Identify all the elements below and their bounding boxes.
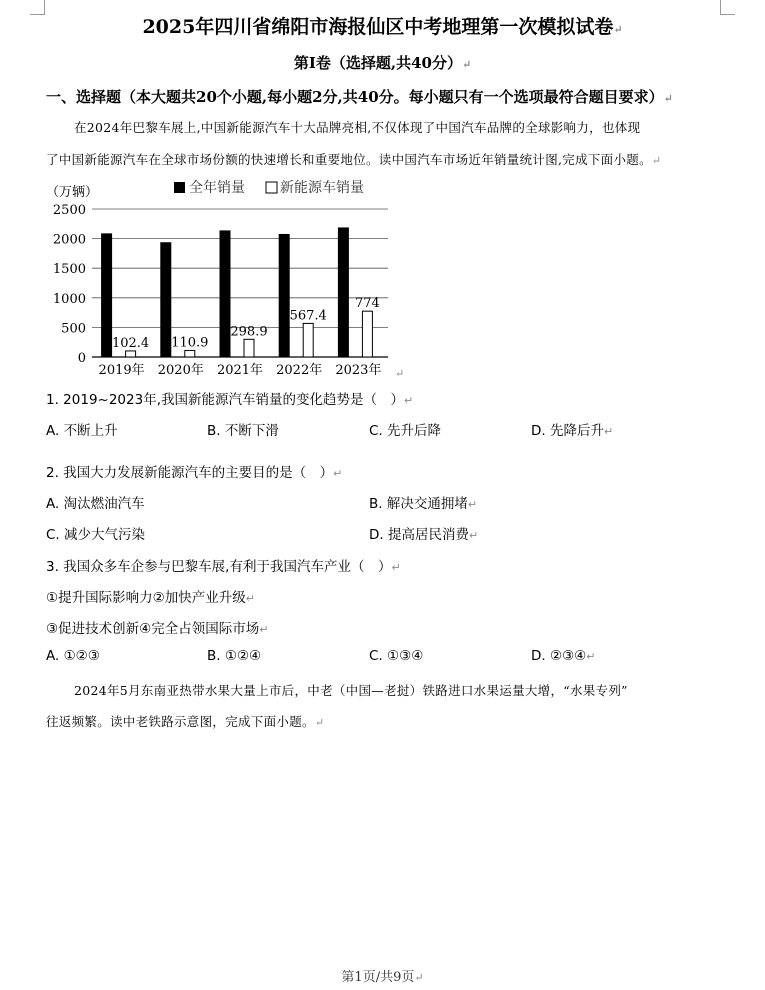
bar-nev-sales (126, 351, 136, 357)
question-1-stem: 1. 2019~2023年,我国新能源汽车销量的变化趋势是（ ）↵ (46, 392, 414, 408)
exam-subtitle: 第I卷（选择题,共40分）↵ (293, 54, 472, 72)
page-footer: 第1页/共9页↵ (341, 970, 424, 985)
y-tick-label: 2500 (52, 203, 86, 218)
question-2-stem: 2. 我国大力发展新能源汽车的主要目的是（ ）↵ (46, 465, 343, 481)
legend-label-nev: 新能源车销量 (280, 180, 364, 196)
question-3-statement-2: ③促进技术创新④完全占领国际市场↵ (46, 621, 269, 637)
y-tick-label: 2000 (52, 232, 86, 248)
question-3-option-a[interactable]: A. ①②③ (46, 648, 100, 664)
chart-legend (174, 179, 364, 196)
x-tick-label: 2021年 (216, 363, 264, 378)
x-tick-label: 2023年 (335, 363, 382, 378)
x-tick-label: 2020年 (157, 363, 204, 378)
legend-label-total: 全年销量 (189, 180, 245, 196)
question-1-option-c[interactable]: C. 先升后降 (369, 423, 442, 439)
bar-total-sales (279, 234, 289, 357)
legend-swatch-nev (266, 182, 277, 193)
chart-x-labels (99, 362, 382, 378)
car-sales-bar-chart (40, 176, 400, 386)
intro-paragraph-1-line-2: 了中国新能源汽车在全球市场份额的快速增长和重要地位。读中国汽车市场近年销量统计图,完成下面小题。↵ (46, 152, 662, 167)
chart-unit-label: （万辆） (46, 185, 99, 200)
question-2-option-c[interactable]: C. 减少大气污染 (46, 527, 146, 543)
data-label: 774 (354, 296, 380, 312)
chart-bars (102, 228, 380, 357)
chart-y-ticks (53, 203, 86, 366)
bar-total-sales (220, 231, 230, 357)
x-tick-label: 2022年 (276, 363, 323, 378)
data-label: 298.9 (230, 324, 268, 340)
data-label: 110.9 (171, 335, 209, 351)
question-3-option-c[interactable]: C. ①③④ (369, 648, 424, 664)
y-tick-label: 500 (61, 321, 86, 337)
legend-swatch-total (174, 182, 185, 193)
intro-paragraph-2-line-1: 2024年5月东南亚热带水果大量上市后，中老（中国—老挝）铁路进口水果运量大增，“水果专列” (74, 683, 628, 698)
y-tick-label: 1000 (52, 291, 86, 307)
question-1-option-d[interactable]: D. 先降后升↵ (531, 423, 614, 439)
y-tick-label: 0 (77, 351, 86, 366)
bar-nev-sales (185, 350, 195, 357)
question-2-option-a[interactable]: A. 淘汰燃油汽车 (46, 496, 145, 512)
intro-paragraph-1-line-1: 在2024年巴黎车展上,中国新能源汽车十大品牌亮相,不仅体现了中国汽车品牌的全球影响力，也体现 (74, 120, 641, 135)
question-3-option-b[interactable]: B. ①②④ (207, 648, 262, 664)
question-3-stem: 3. 我国众多车企参与巴黎车展,有利于我国汽车产业（ ）↵ (46, 559, 401, 575)
question-3-option-d[interactable]: D. ②③④↵ (531, 648, 596, 664)
question-2-option-b[interactable]: B. 解决交通拥堵↵ (369, 496, 478, 512)
bar-nev-sales (303, 323, 313, 357)
question-1-option-a[interactable]: A. 不断上升 (46, 423, 118, 439)
y-tick-label: 1500 (52, 262, 86, 278)
bar-nev-sales (362, 311, 372, 357)
question-3-statement-1: ①提升国际影响力②加快产业升级↵ (46, 590, 255, 606)
bar-total-sales (102, 234, 112, 357)
chart-paragraph-mark: ↵ (395, 367, 405, 380)
question-1-option-b[interactable]: B. 不断下滑 (207, 423, 279, 439)
data-label: 102.4 (111, 335, 150, 351)
data-label: 567.4 (289, 308, 327, 324)
exam-title: 2025年四川省绵阳市海报仙区中考地理第一次模拟试卷↵ (142, 16, 623, 38)
bar-total-sales (338, 228, 348, 357)
bar-total-sales (161, 243, 171, 357)
section-heading: 一、选择题（本大题共20个小题,每小题2分,共40分。每小题只有一个选项最符合题目要求）↵ (46, 88, 673, 106)
x-tick-label: 2019年 (98, 363, 145, 378)
question-2-option-d[interactable]: D. 提高居民消费↵ (369, 527, 479, 543)
intro-paragraph-2-line-2: 往返频繁。读中老铁路示意图，完成下面小题。↵ (46, 714, 325, 729)
bar-nev-sales (244, 339, 254, 357)
